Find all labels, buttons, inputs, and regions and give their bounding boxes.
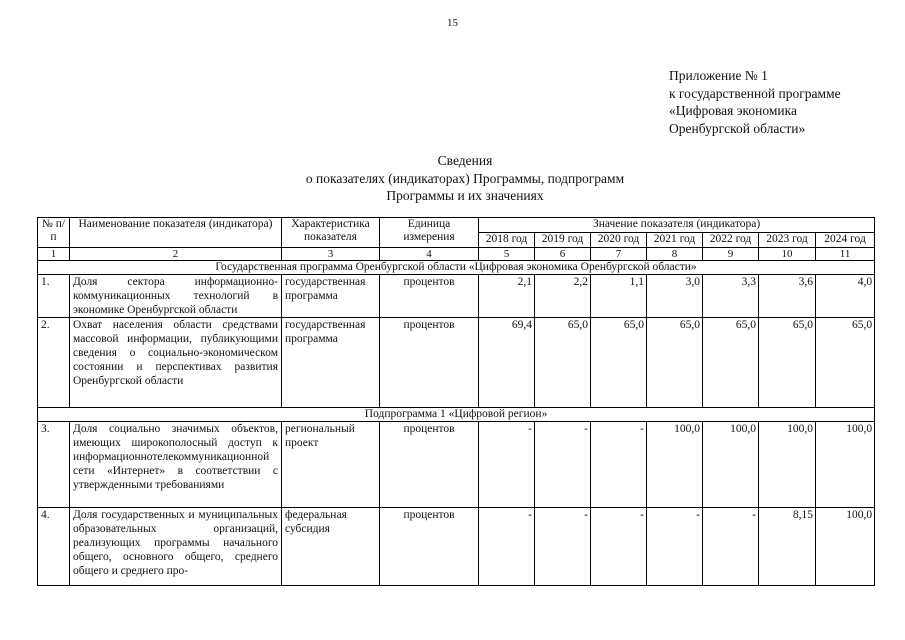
indicator-value: 100,0 [703, 422, 759, 508]
indicator-unit: процентов [380, 275, 479, 318]
header-name: Наименование показателя (индикатора) [70, 218, 282, 248]
indicator-value: 69,4 [479, 318, 535, 408]
indicator-value: - [591, 422, 647, 508]
column-number: 3 [282, 248, 380, 261]
column-number: 7 [591, 248, 647, 261]
column-number: 11 [816, 248, 875, 261]
section-row [38, 261, 875, 275]
indicator-characteristic: государственная программа [282, 318, 380, 408]
header-characteristic: Характеристика показателя [282, 218, 380, 248]
appendix-line: Приложение № 1 [669, 68, 768, 83]
indicator-value: 3,0 [647, 275, 703, 318]
column-number: 1 [38, 248, 70, 261]
header-year: 2024 год [816, 233, 875, 248]
title-line: Программы и их значениях [386, 188, 544, 203]
indicator-unit: процентов [380, 318, 479, 408]
indicator-value: 3,6 [759, 275, 816, 318]
title-line: Сведения [437, 153, 493, 168]
indicator-value: 4,0 [816, 275, 875, 318]
indicator-value: 3,3 [703, 275, 759, 318]
indicators-table [37, 217, 875, 586]
indicator-value: 2,2 [535, 275, 591, 318]
row-num: 4. [38, 508, 70, 586]
indicator-value: 65,0 [591, 318, 647, 408]
column-number-row [38, 248, 875, 261]
section-row [38, 408, 875, 422]
indicator-value: 65,0 [535, 318, 591, 408]
header-year: 2023 год [759, 233, 816, 248]
indicator-name: Доля сектора информационно-коммуникационных технологий в экономике Оренбургской области [70, 275, 282, 318]
indicator-value: 100,0 [647, 422, 703, 508]
column-number: 8 [647, 248, 703, 261]
column-number: 9 [703, 248, 759, 261]
indicator-value: 100,0 [816, 422, 875, 508]
row-num: 3. [38, 422, 70, 508]
header-year: 2019 год [535, 233, 591, 248]
indicator-name: Доля государственных и муниципальных образовательных организаций, реализующих программы начального общего, основного общего, среднего общего и среднего про- [70, 508, 282, 586]
indicator-unit: процентов [380, 508, 479, 586]
header-year: 2020 год [591, 233, 647, 248]
indicator-value: 65,0 [703, 318, 759, 408]
table-row [38, 422, 875, 508]
row-num: 2. [38, 318, 70, 408]
indicator-value: - [535, 422, 591, 508]
table-row [38, 318, 875, 408]
indicator-value: - [535, 508, 591, 586]
page-number: 15 [447, 17, 458, 29]
table-row [38, 508, 875, 586]
indicator-value: 1,1 [591, 275, 647, 318]
section-title: Подпрограмма 1 «Цифровой регион» [38, 408, 875, 422]
indicator-characteristic: государственная программа [282, 275, 380, 318]
indicator-characteristic: региональный проект [282, 422, 380, 508]
indicator-characteristic: федеральная субсидия [282, 508, 380, 586]
indicator-value: 100,0 [816, 508, 875, 586]
indicator-value: 2,1 [479, 275, 535, 318]
indicator-value: - [479, 508, 535, 586]
indicator-name: Охват населения области средствами массовой информации, публикующими сведения о социально-экономическом состоянии и перспективах развития Оренбургской области [70, 318, 282, 408]
indicator-value: - [591, 508, 647, 586]
column-number: 6 [535, 248, 591, 261]
indicator-value: 100,0 [759, 422, 816, 508]
row-num: 1. [38, 275, 70, 318]
header-value-group: Значение показателя (индикатора) [479, 218, 875, 233]
header-year: 2018 год [479, 233, 535, 248]
indicator-value: 8,15 [759, 508, 816, 586]
indicator-value: 65,0 [816, 318, 875, 408]
header-year: 2022 год [703, 233, 759, 248]
appendix-line: Оренбургской области» [669, 120, 806, 136]
column-number: 4 [380, 248, 479, 261]
table-row [38, 275, 875, 318]
indicator-unit: процентов [380, 422, 479, 508]
indicator-value: - [647, 508, 703, 586]
appendix-heading [669, 67, 841, 137]
indicator-value: - [703, 508, 759, 586]
header-unit: Единица измерения [380, 218, 479, 248]
column-number: 2 [70, 248, 282, 261]
header-num: № п/п [38, 218, 70, 248]
header-year: 2021 год [647, 233, 703, 248]
appendix-line: «Цифровая экономика [669, 103, 797, 118]
indicator-value: - [479, 422, 535, 508]
indicator-value: 65,0 [647, 318, 703, 408]
section-title: Государственная программа Оренбургской области «Цифровая экономика Оренбургской области» [38, 261, 875, 275]
indicator-name: Доля социально значимых объектов, имеющих широкополосный доступ к информационнотелекоммуникационной сети «Интернет» в соответствии с утвержденными требованиями [70, 422, 282, 508]
indicator-value: 65,0 [759, 318, 816, 408]
column-number: 5 [479, 248, 535, 261]
column-number: 10 [759, 248, 816, 261]
document-title [250, 152, 680, 205]
title-line: о показателях (индикаторах) Программы, подпрограмм [305, 170, 625, 186]
appendix-line: к государственной программе [669, 85, 841, 101]
